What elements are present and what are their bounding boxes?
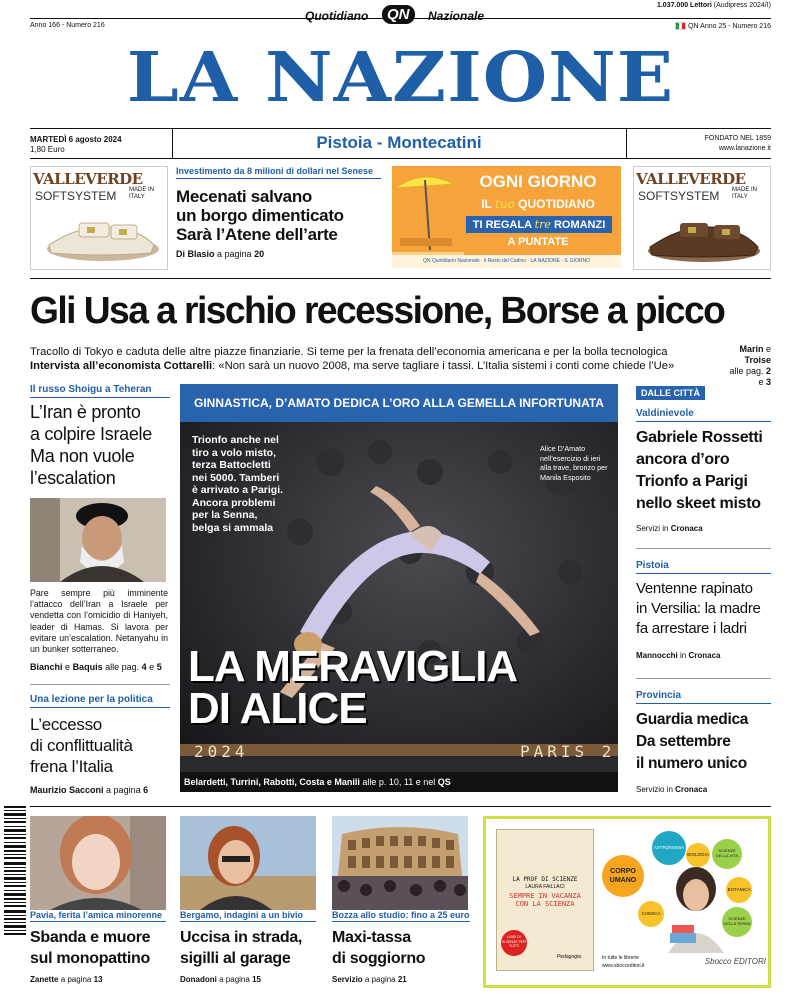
byline-author: Servizio (332, 975, 363, 984)
credits-names: Belardetti, Turrini, Rabotti, Costa e Manili (184, 777, 360, 787)
city-kicker: Valdinievole (636, 408, 771, 422)
headline-line: sigilli al garage (180, 950, 291, 967)
byline-e: e (765, 344, 771, 354)
bottom-headline (180, 927, 316, 969)
interview-title: Intervista all’economista Cottarelli (30, 360, 213, 372)
book-title: SEMPRE IN VACANZA CON LA SCIENZA (509, 892, 581, 908)
chimica-badge: CHIMICA (638, 901, 664, 927)
promo-line3 (466, 216, 612, 233)
city-kicker: Pistoia (636, 560, 771, 574)
byline-author: Zanette (30, 975, 59, 984)
promo-line4: A PUNTATE (507, 236, 569, 248)
photo-story[interactable] (180, 384, 618, 792)
headline-line: Maxi-tassa (332, 929, 411, 946)
promo-line2 (458, 197, 618, 211)
headline-line: nello skeet misto (636, 495, 761, 512)
headline-line: Uccisa in strada, (180, 929, 303, 946)
lead-interview (30, 359, 712, 373)
city-headline (636, 427, 771, 515)
page-a: 4 (141, 662, 147, 672)
paris-label: PARIS 2 (520, 742, 616, 761)
beach-umbrella-icon (392, 166, 464, 268)
ad-sub: SOFTSYSTEM (35, 189, 117, 203)
page-b: 5 (156, 662, 162, 672)
byline-prefix: Servizio in (636, 785, 673, 794)
lead-summary (30, 345, 712, 373)
book-cover (496, 829, 594, 971)
bottom-headline (332, 927, 470, 969)
promo-il: IL (481, 197, 492, 211)
top-story[interactable] (176, 166, 381, 268)
author-bianchi: Bianchi (30, 662, 63, 672)
city-kicker: Provincia (636, 690, 771, 704)
readers-block (657, 2, 771, 9)
author-troise: Troise (744, 355, 771, 365)
sandal-image (642, 207, 764, 265)
byline-page: 6 (143, 785, 149, 795)
city-headline (636, 709, 771, 775)
right-divider (636, 548, 771, 549)
ad-made: MADE IN ITALY (129, 187, 155, 200)
headline-line: Sarà l’Atene dell’arte (176, 225, 338, 245)
colosseum-photo (332, 816, 468, 910)
byline-page: 15 (252, 975, 261, 984)
title-line: DI ALICE (188, 684, 367, 733)
iran-kicker: Il russo Shoigu a Teheran (30, 384, 170, 398)
vendita-text: In tutte le librerie (602, 955, 639, 961)
byline-prefix: alle pag. (105, 662, 140, 672)
valleverde-ad-right[interactable] (633, 166, 771, 270)
city-headline (636, 579, 771, 639)
byline-prefix: alle pag. (729, 366, 764, 376)
book-author: LAURA FAILLACI (525, 884, 565, 890)
headline-line: Mecenati salvano (176, 187, 312, 206)
headline-line: di conflittualità (30, 736, 133, 755)
byline-e2: e (149, 662, 155, 672)
barcode (4, 806, 26, 936)
portrait-photo (30, 816, 166, 910)
byline-prefix: a pagina (219, 975, 250, 984)
edition-name: Pistoia - Montecatini (316, 133, 482, 152)
city-story[interactable] (636, 408, 771, 533)
sandal-image (39, 205, 161, 265)
bottom-headline (30, 927, 166, 969)
headline-line: il numero unico (636, 755, 747, 772)
iran-headline (30, 401, 170, 489)
date-bar (30, 128, 771, 159)
readers-count: 1.037.000 Lettori (656, 2, 712, 9)
credits-qs: QS (437, 777, 451, 787)
bottom-story[interactable] (332, 910, 470, 984)
date-divider-right (626, 129, 627, 158)
bottom-kicker: Pavia, ferita l’amica minorenne (30, 910, 166, 922)
promo-romanzi: ROMANZI (553, 219, 606, 231)
bottom-byline (180, 975, 316, 984)
headline-line: Guardia medica (636, 711, 749, 728)
promo-tre: tre (534, 218, 551, 231)
photo-caption: Alice D’Amato nell’esercizio di ieri alla trave, bronzo per Manila Esposito (540, 444, 608, 482)
headline-line: frena l’Italia (30, 757, 113, 776)
year-label: 2024 (194, 742, 249, 761)
anno-left: Anno 166 - Numero 216 (30, 22, 105, 29)
title-line: LA MERAVIGLIA (188, 642, 518, 691)
headline-line: Trionfo a Parigi (636, 473, 748, 490)
headline-line: L’Iran è pronto (30, 402, 141, 422)
issue-date: MARTEDÌ 6 agosto 2024 (30, 135, 122, 144)
credits-pages: alle p. 10, 11 e nel (362, 777, 436, 787)
teacher-portrait (664, 863, 728, 953)
politics-story[interactable] (30, 694, 170, 795)
headline-line: l’escalation (30, 468, 116, 488)
iran-body: Pare sempre più imminente l’attacco dell’Iran a Israele per vendetta con l’omicidio di Haniyeh, leader di Hamas. Si lavora per evitare un’escalation. Netanyahu in un bunker sotterraneo. (30, 588, 168, 655)
byline-prefix: a pagina (106, 785, 141, 795)
top-story-kicker: Investimento da 8 milioni di dollari nel Senese (176, 166, 381, 179)
city-story[interactable] (636, 690, 771, 794)
promo-quotidiano: QUOTIDIANO (518, 197, 595, 211)
headline-line: Ma non vuole (30, 446, 135, 466)
bottom-story[interactable] (180, 910, 316, 984)
italian-flag-icon (675, 22, 686, 30)
promo-romanzi-ad[interactable] (392, 166, 621, 268)
byline-page: 20 (254, 249, 265, 260)
byline-prefix: in (680, 651, 687, 660)
anno-right (675, 22, 771, 30)
byline-author: Donadoni (180, 975, 217, 984)
right-divider (636, 678, 771, 679)
bottom-rule (30, 806, 771, 807)
lead-headline[interactable]: Gli Usa a rischio recessione, Borse a picco (30, 290, 725, 332)
byline-ref: Cronaca (670, 524, 703, 533)
byline-ref: Cronaca (675, 785, 708, 794)
scienze-badge: SCIENZE DELLA VITA (712, 839, 742, 869)
terra-badge: SCIENZE DELLA TERRA (722, 907, 752, 937)
qn-anno: QN Anno 25 - Numero 216 (688, 22, 771, 30)
dalle-citta-label: DALLE CITTÀ (636, 386, 705, 400)
headline-line: Da settembre (636, 733, 731, 750)
left-divider (30, 684, 170, 685)
byline-author: Di Blasio (176, 249, 215, 260)
headline-line: sul monopattino (30, 950, 150, 967)
ad-site[interactable]: www.sbocceditori.it (602, 963, 645, 969)
byline-prefix: a pagina (364, 975, 396, 984)
lead-byline (728, 344, 771, 388)
biologia-badge: BIOLOGIA (686, 843, 710, 867)
byline-prefix: a pagina (60, 975, 92, 984)
politics-byline (30, 785, 170, 795)
byline-ref: Cronaca (688, 651, 721, 660)
issue-price: 1,80 Euro (30, 145, 65, 154)
readers-source: (Audipress 2024/I) (713, 2, 771, 9)
iran-photo (30, 498, 166, 582)
headline-line: L’eccesso (30, 715, 102, 734)
promo-line1: OGNI GIORNO (479, 172, 597, 191)
headline-line: Sbanda e muore (30, 929, 151, 946)
promo-footer: QN Quotidiano Nazionale · il Resto del Carlino · LA NAZIONE · IL GIORNO (392, 255, 621, 268)
founded-label: FONDATO NEL 1859 (704, 135, 771, 142)
author-baquis: Baquis (72, 662, 103, 672)
byline-page: 13 (93, 975, 103, 984)
headline-line: Gabriele Rossetti (636, 429, 763, 446)
ad-sub: SOFTSYSTEM (638, 189, 720, 203)
photo-title (188, 642, 618, 733)
promo-regala: TI REGALA (472, 219, 532, 231)
botanica-badge: BOTANICA (726, 877, 752, 903)
bottom-byline (30, 975, 166, 984)
byline-e2: e (758, 377, 764, 387)
byline-author: Maurizio Sacconi (30, 785, 104, 795)
ad-made: MADE IN ITALY (732, 187, 758, 200)
lead-summary-text: Tracollo di Tokyo e caduta delle altre piazze finanziarie. Si teme per la frenata dell’economia americana e per la bolla tecnologica (30, 346, 668, 358)
iran-story[interactable] (30, 384, 170, 489)
ad-brand: VALLEVERDE (636, 170, 746, 188)
headline-line: ancora d’oro (636, 451, 730, 468)
city-byline (636, 651, 771, 660)
bottom-photo (180, 816, 316, 910)
book-ad[interactable] (483, 816, 771, 988)
lead-rule (30, 278, 771, 279)
corpo-badge: CORPO UMANO (602, 855, 644, 897)
byline-author: Mannocchi (636, 651, 678, 660)
top-story-byline (176, 249, 381, 259)
photo-credits (180, 772, 618, 792)
page-a: 2 (765, 366, 771, 376)
headline-line: fa arrestare i ladri (636, 620, 747, 637)
bottom-kicker: Bozza allo studio: fino a 25 euro (332, 910, 470, 920)
promo-tuo: tuo (495, 197, 515, 211)
headline-line: un borgo dimenticato (176, 206, 344, 226)
byline-prefix: Servizi in (636, 524, 669, 533)
headline-line: di soggiorno (332, 950, 426, 967)
byline-e: e (65, 662, 71, 672)
page-b: 3 (765, 377, 771, 387)
book-top: LA PROF DI SCIENZE (512, 876, 578, 883)
bottom-photo (30, 816, 166, 910)
astronomia-badge: ASTRONOMIA (652, 831, 686, 865)
ad-brand: VALLEVERDE (33, 170, 143, 188)
portrait-photo (180, 816, 316, 910)
city-story[interactable] (636, 560, 771, 660)
photo-banner: GINNASTICA, D’AMATO DEDICA L’ORO ALLA GEMELLA INFORTUNATA (180, 384, 618, 422)
bottom-story[interactable] (30, 910, 166, 984)
photo-infobox: Trionfo anche nel tiro a volo misto, terza Battocletti nei 5000. Tamberi è arrivato a Parigi. Ancora problemi per la Senna, belga si ammala (192, 434, 284, 534)
politics-kicker: Una lezione per la politica (30, 694, 170, 708)
cleric-portrait (30, 498, 166, 582)
politics-headline (30, 714, 170, 777)
byline-prefix: a pagina (217, 249, 252, 260)
bottom-byline (332, 975, 470, 984)
valleverde-ad-left[interactable] (30, 166, 168, 270)
byline-page: 21 (397, 975, 407, 984)
masthead-bar (30, 0, 771, 30)
city-byline (636, 524, 771, 533)
iran-byline (30, 662, 170, 672)
bottom-photo (332, 816, 468, 910)
headline-line: in Versilia: la madre (636, 600, 761, 617)
nazionale-label: Nazionale (428, 9, 485, 23)
quotidiano-label: Quotidiano (305, 9, 369, 23)
headline-line: Ventenne rapinato (636, 580, 753, 597)
city-byline (636, 785, 771, 794)
libri-badge: LIBRI DI SCIENZE PER TUTTI (501, 930, 527, 956)
book-publisher: Pedagogia (557, 954, 581, 960)
qn-logo: QN (382, 5, 415, 24)
newspaper-title[interactable]: LA NAZIONE (126, 38, 675, 118)
ad-publisher: Sbocco EDITORI (704, 957, 766, 966)
top-story-headline (176, 187, 381, 244)
bottom-kicker: Bergamo, indagini a un bivio (180, 910, 316, 922)
headline-line: a colpire Israele (30, 424, 152, 444)
website-link[interactable]: www.lanazione.it (718, 145, 771, 152)
author-marin: Marin (739, 344, 764, 354)
interview-text: : «Non sarà un nuovo 2008, ma serve tagliare i tassi. L’Italia sistemi i conti come chiede l’Ue» (212, 360, 675, 372)
